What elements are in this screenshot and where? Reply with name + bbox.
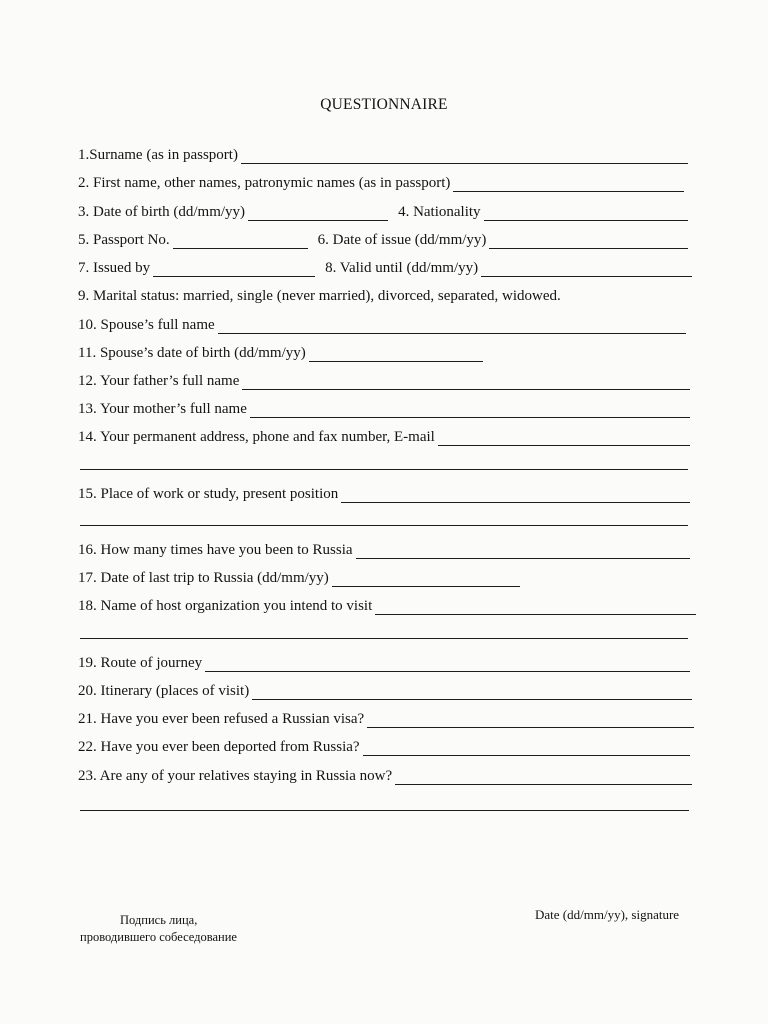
field-visits-count <box>78 541 690 559</box>
field-relatives-label: 23. Are any of your relatives staying in Russia now? <box>78 768 393 784</box>
field-marital-status-label: 9. Marital status: married, single (never married), divorced, separated, widowed. <box>78 288 561 304</box>
field-passport-issue <box>78 231 688 249</box>
field-passport-line[interactable] <box>173 234 308 249</box>
field-address-label: 14. Your permanent address, phone and fax number, E-mail <box>78 429 435 445</box>
field-workplace-line-2[interactable] <box>80 525 688 526</box>
field-spouse-dob <box>78 344 483 362</box>
field-visits-count-line[interactable] <box>356 544 690 559</box>
field-route-line[interactable] <box>205 657 690 672</box>
field-surname <box>78 146 688 164</box>
field-host-organization-line-2[interactable] <box>80 638 688 639</box>
field-relatives-line[interactable] <box>395 770 692 785</box>
field-passport-label: 5. Passport No. <box>78 232 170 248</box>
field-last-trip-label: 17. Date of last trip to Russia (dd/mm/yy) <box>78 570 329 586</box>
field-mother-name <box>78 400 690 418</box>
field-issue-date-line[interactable] <box>489 234 688 249</box>
field-deported-line[interactable] <box>363 741 690 756</box>
field-nationality-label: 4. Nationality <box>398 204 481 220</box>
field-father-name-label: 12. Your father’s full name <box>78 373 240 389</box>
field-spouse-name <box>78 316 686 334</box>
field-marital-status <box>78 287 692 305</box>
date-signature-caption: Date (dd/mm/yy), signature <box>535 907 680 922</box>
field-address <box>78 428 690 446</box>
field-spouse-name-label: 10. Spouse’s full name <box>78 317 215 333</box>
field-dob-label: 3. Date of birth (dd/mm/yy) <box>78 204 246 220</box>
field-address-line-2[interactable] <box>80 469 688 470</box>
interviewer-signature-line2: проводившего собеседование <box>80 930 237 944</box>
field-first-name-label: 2. First name, other names, patronymic names (as in passport) <box>78 175 451 191</box>
field-workplace-label: 15. Place of work or study, present position <box>78 486 339 502</box>
field-relatives-line-2[interactable] <box>80 810 689 811</box>
field-issue-date-label: 6. Date of issue (dd/mm/yy) <box>317 232 487 248</box>
field-host-organization-label: 18. Name of host organization you intend to visit <box>78 598 373 614</box>
field-deported-label: 22. Have you ever been deported from Russia? <box>78 739 360 755</box>
field-father-name-line[interactable] <box>242 375 690 390</box>
field-spouse-name-line[interactable] <box>218 319 686 334</box>
field-first-name <box>78 174 684 192</box>
field-mother-name-label: 13. Your mother’s full name <box>78 401 247 417</box>
field-valid-until-label: 8. Valid until (dd/mm/yy) <box>325 260 479 276</box>
field-route <box>78 654 690 672</box>
field-spouse-dob-line[interactable] <box>309 347 483 362</box>
field-host-organization <box>78 597 696 615</box>
field-issued-valid <box>78 259 692 277</box>
field-dob-line[interactable] <box>248 206 388 221</box>
field-address-line[interactable] <box>438 431 690 446</box>
field-itinerary-label: 20. Itinerary (places of visit) <box>78 683 250 699</box>
field-valid-until-line[interactable] <box>481 262 692 277</box>
field-issued-by-line[interactable] <box>153 262 315 277</box>
field-workplace <box>78 485 690 503</box>
interviewer-signature-line1: Подпись лица, <box>120 913 198 927</box>
field-surname-label: 1.Surname (as in passport) <box>78 147 238 163</box>
field-surname-line[interactable] <box>241 149 688 164</box>
interviewer-signature-caption <box>80 912 280 946</box>
field-mother-name-line[interactable] <box>250 403 690 418</box>
field-visa-refused-line[interactable] <box>367 713 694 728</box>
field-visa-refused <box>78 710 694 728</box>
field-first-name-line[interactable] <box>453 177 684 192</box>
field-workplace-line[interactable] <box>341 488 690 503</box>
field-nationality-line[interactable] <box>484 206 688 221</box>
field-visits-count-label: 16. How many times have you been to Russia <box>78 542 353 558</box>
field-deported <box>78 738 690 756</box>
field-visa-refused-label: 21. Have you ever been refused a Russian visa? <box>78 711 365 727</box>
field-father-name <box>78 372 690 390</box>
field-itinerary-line[interactable] <box>252 685 692 700</box>
field-itinerary <box>78 682 692 700</box>
field-host-organization-line[interactable] <box>375 600 696 615</box>
field-last-trip-line[interactable] <box>332 572 520 587</box>
field-relatives <box>78 767 692 785</box>
field-route-label: 19. Route of journey <box>78 655 203 671</box>
field-issued-by-label: 7. Issued by <box>78 260 151 276</box>
field-spouse-dob-label: 11. Spouse’s date of birth (dd/mm/yy) <box>78 345 306 361</box>
field-dob-nationality <box>78 203 688 221</box>
field-last-trip <box>78 569 520 587</box>
page-title: QUESTIONNAIRE <box>320 96 448 113</box>
